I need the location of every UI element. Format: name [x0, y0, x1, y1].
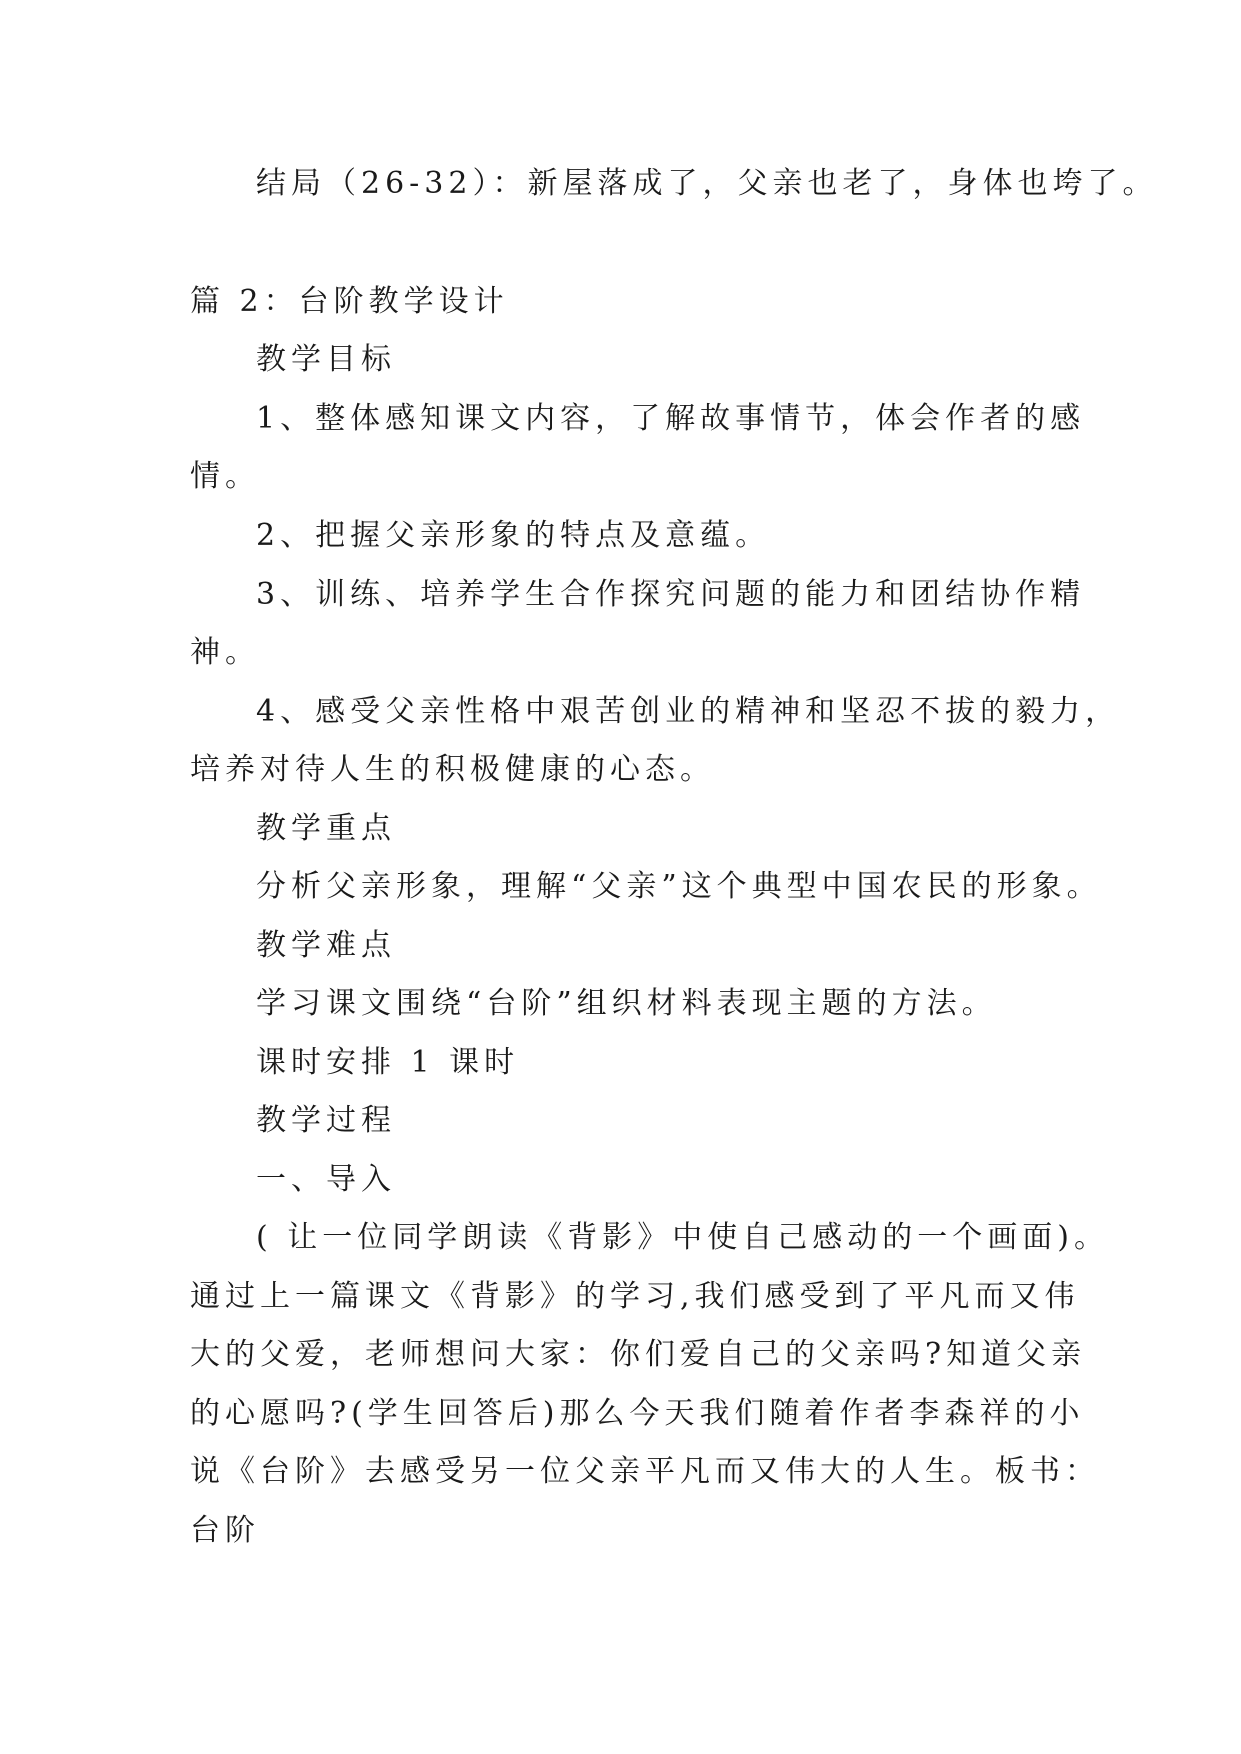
ending-summary-line: 结局（26-32）：新屋落成了，父亲也老了，身体也垮了。 — [256, 166, 1158, 201]
difficulties-text: 学习课文围绕“台阶”组织材料表现主题的方法。 — [256, 986, 997, 1021]
section-heading: 篇 2：台阶教学设计 — [190, 284, 509, 319]
goal-4-line-2: 培养对待人生的积极健康的心态。 — [190, 752, 715, 787]
process-heading: 教学过程 — [256, 1103, 396, 1138]
intro-paragraph-line-5: 说《台阶》去感受另一位父亲平凡而又伟大的人生。板书： — [190, 1454, 1100, 1489]
intro-paragraph-line-4: 的心愿吗?(学生回答后)那么今天我们随着作者李森祥的小 — [190, 1396, 1085, 1431]
goal-1-line-1: 1、整体感知课文内容，了解故事情节，体会作者的感 — [256, 401, 1086, 436]
difficulties-heading: 教学难点 — [256, 928, 396, 963]
intro-paragraph-line-2: 通过上一篇课文《背影》的学习,我们感受到了平凡而又伟 — [190, 1279, 1080, 1314]
goal-3-line-2: 神。 — [190, 635, 260, 670]
teaching-goals-heading: 教学目标 — [256, 342, 396, 377]
goal-1-line-2: 情。 — [190, 459, 260, 494]
board-note-line: 台阶 — [190, 1513, 260, 1548]
goal-2: 2、把握父亲形象的特点及意蕴。 — [256, 518, 771, 553]
intro-paragraph-line-3: 大的父爱，老师想问大家：你们爱自己的父亲吗?知道父亲 — [190, 1337, 1087, 1372]
intro-heading: 一、导入 — [256, 1162, 396, 1197]
intro-paragraph-line-1: ( 让一位同学朗读《背影》中使自己感动的一个画面)。 — [256, 1220, 1109, 1255]
goal-3-line-1: 3、训练、培养学生合作探究问题的能力和团结协作精 — [256, 577, 1086, 612]
key-points-heading: 教学重点 — [256, 811, 396, 846]
key-points-text: 分析父亲形象，理解“父亲”这个典型中国农民的形象。 — [256, 869, 1102, 904]
schedule-line: 课时安排 1 课时 — [256, 1045, 520, 1080]
goal-4-line-1: 4、感受父亲性格中艰苦创业的精神和坚忍不拔的毅力， — [256, 694, 1121, 729]
